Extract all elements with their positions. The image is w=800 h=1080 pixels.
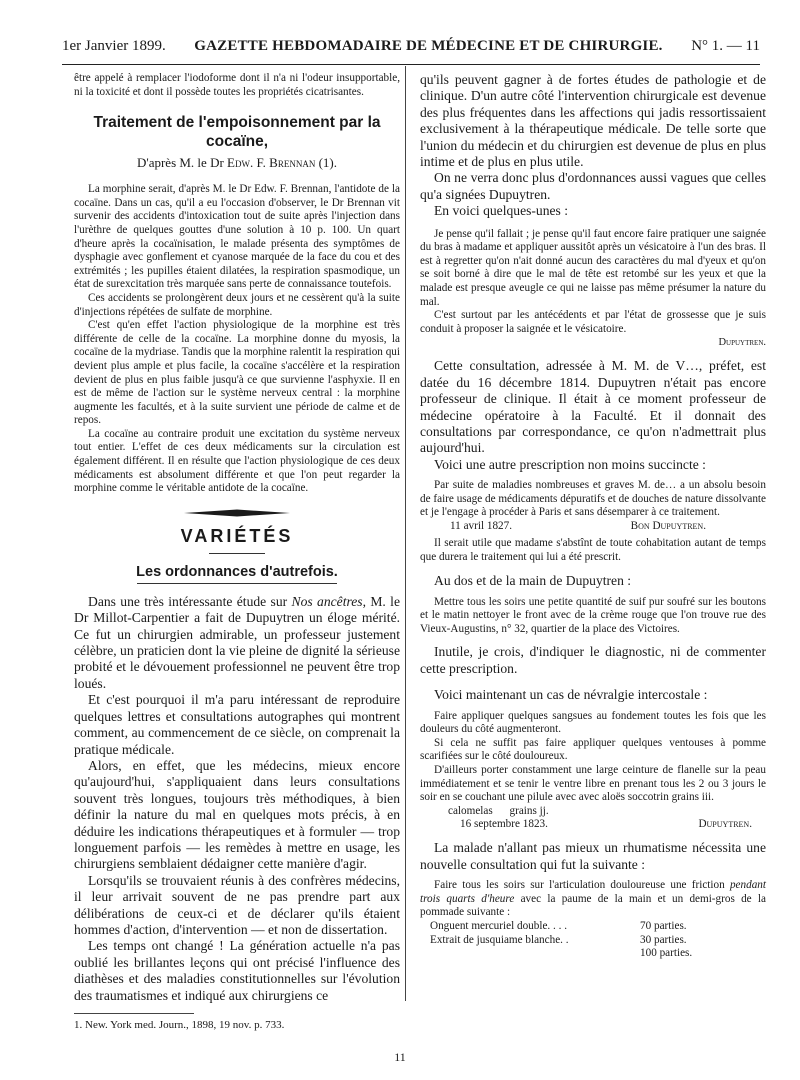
byline-note: (1). xyxy=(318,155,338,171)
prescription-quote: Si cela ne suffit pas faire appliquer quelques ventouses à pomme scarifiées sur le côté douloureux. xyxy=(420,736,766,763)
signature: Dupuytren. xyxy=(718,337,766,349)
body-paragraph: Au dos et de la main de Dupuytren : xyxy=(434,573,632,589)
section-rule xyxy=(209,553,265,554)
prescription-quote: D'ailleurs porter constamment une large ceinture de flanelle sur la peau immédiatement et se tenir le ventre libre en prenant tous les 2 ou 3 jours le soir en se couchant une pilule avec avec aloës soccotrin grains iii. xyxy=(420,764,766,804)
prescription-quote: Faire appliquer quelques sangsues au fondement toutes les fois que les douleurs du côté augmenteront. xyxy=(420,709,766,736)
recipe-ingredient xyxy=(420,947,640,961)
right-column xyxy=(420,72,766,961)
body-paragraph: En voici quelques-unes : xyxy=(434,203,569,219)
article-paragraph: La morphine serait, d'après M. le Dr Edw. F. Brennan, l'antidote de la cocaïne. Dans un cas, qu'il a eu l'occasion d'observer, le Dr Brennan vit survenir des accidents d'intoxication tout de suite après l'injection dans l'urèthre de quelques gouttes d'une solution à 10 p. 100. Un quart d'heure après la cocaïnisation, le malade présenta des symptômes de dysphagie avec gonflement et cyanose marquée de la face du cou et des extrémités ; les pupilles étaient dilatées, la respiration spasmodique, un état de surexcitation très marquée sans perte de connaissance toutefois. xyxy=(74,183,400,291)
subsection-heading: Les ordonnances d'autrefois. xyxy=(136,563,338,580)
recipe-ingredient: Onguent mercuriel double. . . . xyxy=(430,919,568,932)
prescription-quote: Mettre tous les soirs une petite quantité de suif pur soufré sur les boutons et le matin nettoyer le front avec de la crème rouge que l'on trouve rue des Vieux-Augustins, n° 32, quartier de la place des Victoires. xyxy=(420,595,766,635)
prescription-date: 16 septembre 1823. xyxy=(460,818,548,831)
recipe-quantity: 30 parties. xyxy=(640,933,687,946)
byline-name: Edw. F. Brennan xyxy=(227,155,316,171)
running-head xyxy=(62,38,760,62)
article-title: Traitement de l'empoisonnement par la cocaïne, xyxy=(93,114,381,151)
signature: Dupuytren. xyxy=(698,818,752,831)
header-date: 1er Janvier 1899. xyxy=(62,38,166,54)
section-heading: VARIÉTÉS xyxy=(180,525,294,546)
footnote: 1. New. York med. Journ., 1898, 19 nov. p. 733. xyxy=(74,1019,285,1031)
intro-paragraph: être appelé à remplacer l'iodoforme dont il n'a ni l'odeur insupportable, ni la toxicité et dont il possède toutes les propriétés cicatrisantes. xyxy=(74,72,400,98)
prescription-date-line xyxy=(420,818,766,830)
byline-pre: D'après M. le Dr xyxy=(136,155,224,171)
section-ornament xyxy=(182,508,292,518)
book-title: Nos ancêtres xyxy=(291,593,363,609)
subsection-rule xyxy=(137,583,337,584)
left-column xyxy=(74,72,400,1004)
quote-emphasis: pendant trois quarts d'heure xyxy=(420,879,766,905)
prescription-quote: calomelas grains jj. xyxy=(448,804,549,817)
body-paragraph: On ne verra donc plus d'ordonnances aussi vagues que celles qu'a signées Dupuytren. xyxy=(420,170,766,202)
body-paragraph: Cette consultation, adressée à M. M. de V…, préfet, est datée du 16 décembre 1814. Dupuytren n'était pas encore professeur de clinique. Il était à ce moment professeur de médecine opératoire à la Faculté. Et il donnait des consultations par correspondance, ce qu'on n'admettrait plus aujourd'hui. xyxy=(420,358,766,456)
article-byline xyxy=(74,155,400,171)
quote-text: avec la paume de la main et un demi-gros de la pommade suivante : xyxy=(420,892,766,919)
recipe-ingredient: Extrait de jusquiame blanche. . xyxy=(430,933,569,946)
prescription-date: 11 avril 1827. xyxy=(450,520,513,533)
header-rule xyxy=(62,64,760,65)
recipe-quantity: 100 parties. xyxy=(640,947,693,960)
prescription-quote xyxy=(420,879,766,920)
prescription-quote: Je pense qu'il fallait ; je pense qu'il faut encore faire pratiquer une saignée du bras à madame et appliquer aussitôt après un vésicatoire à l'un des bras. Il est à regretter qu'on n'ait donné aucun des caractères du mal d'yeux et qu'on se soit borné à dire que le mal de tête est retombé sur les yeux et que la malade est presque aveugle ce qui ne laisse pas même présumer la nature du mal. xyxy=(420,227,766,308)
page-number: 11 xyxy=(394,1050,406,1064)
body-paragraph: La malade n'allant pas mieux un rhumatisme nécessita une nouvelle consultation qui fut la suivante : xyxy=(420,840,766,872)
footnote-rule xyxy=(74,1013,194,1014)
recipe-line xyxy=(420,934,766,948)
body-paragraph: Voici une autre prescription non moins succincte : xyxy=(434,456,706,472)
prescription-date-line xyxy=(420,520,766,532)
column-divider xyxy=(405,66,406,1001)
recipe-quantity: 70 parties. xyxy=(640,919,687,932)
body-paragraph xyxy=(74,594,400,692)
recipe-line xyxy=(420,920,766,934)
prescription-quote: C'est surtout par les antécédents et par l'état de grossesse que je suis conduit à proposer la saignée et le vésicatoire. xyxy=(420,309,766,335)
prescription-quote: Il serait utile que madame s'abstînt de toute cohabitation autant de temps que durera le traitement qui lui a été prescrit. xyxy=(420,537,766,563)
article-paragraph: C'est qu'en effet l'action physiologique de la morphine est très différente de celle de la cocaïne. La morphine donne du myosis, la cocaïne de la mydriase. Tandis que la morphine ralentit la respiration qui devient plus ample et plus facile, la cocaïne s'accélère et la respiration devient de plus en plus faible jusqu'à ce que survienne l'asphyxie. Il en est de même de l'action sur le système nerveux central : la morphine augmente les facultés, et à la suite survient une période de calme et de repos. xyxy=(74,319,400,427)
quote-text: Faire tous les soirs sur l'articulation douloureuse une friction xyxy=(434,879,725,892)
body-text: , M. le Dr Millot-Carpentier a fait de Dupuytren un éloge mérité. Ce fut un chirurgien admirable, un professeur justement célèbre, un praticien dont la vie pleine de dignité la sérieuse probité et le dévouement professionnel ne peuvent être trop loués. xyxy=(74,593,400,691)
body-paragraph: Lorsqu'ils se trouvaient réunis à des confrères médecins, il leur arrivait souvent de ne pas prendre part aux délibérations de ceux-ci et de déclarer qu'ils étaient hommes d'action, d'intervention — et non de dissertation. xyxy=(74,872,400,937)
body-text: Dans une très intéressante étude sur xyxy=(88,593,288,609)
header-title: GAZETTE HEBDOMADAIRE DE MÉDECINE ET DE CHIRURGIE. xyxy=(194,38,663,54)
body-paragraph: Voici maintenant un cas de névralgie intercostale : xyxy=(434,687,708,703)
body-paragraph: Les temps ont changé ! La génération actuelle n'a pas oublié les brillantes leçons qui ont précisé l'influence des diathèses et des maladies constitutionnelles sur l'évolution des traumatismes et indiqué aux chirurgiens ce xyxy=(74,938,400,1003)
body-paragraph: Inutile, je crois, d'indiquer le diagnostic, ni de commenter cette prescription. xyxy=(420,644,766,676)
prescription-quote: Par suite de maladies nombreuses et graves M. de… a un absolu besoin de faire usage de médicaments dépuratifs et de douches de nature dissolvante et je l'engage à procéder à Paris et sans désemparer à ce traitement. xyxy=(420,479,766,519)
header-issue: N° 1. — 11 xyxy=(691,38,760,54)
body-paragraph: Alors, en effet, que les médecins, mieux encore qu'aujourd'hui, s'appliquaient dans leurs consultations souvent très longues, toujours très méthodiques, à bien définir la nature du mal en quelques mots précis, à en déduire les indications thérapeutiques et à formuler — trop longuement parfois — les remèdes à mettre en usage, les chirurgiens semblaient dédaigner cette manière d'agir. xyxy=(74,757,400,872)
body-paragraph: qu'ils peuvent gagner à de fortes études de pathologie et de clinique. D'un autre côté l'intervention chirurgicale est devenue des plus fréquentes dans les affections qui jadis ressortissaient exclusivement à la thérapeutique médicale. De telle sorte que l'union du médecin et du chirurgien est devenue de plus en plus intime et de plus en plus utile. xyxy=(420,72,766,170)
article-paragraph: La cocaïne au contraire produit une excitation du système nerveux tout entier. L'effet de ces deux médicaments sur la circulation est également différent. Il en résulte que l'action physiologique de ces deux médicaments est absolument différente et que l'on peut regarder la morphine comme le véritable antidote de la cocaïne. xyxy=(74,427,400,495)
signature: Bon Dupuytren. xyxy=(630,520,706,533)
article-paragraph: Ces accidents se prolongèrent deux jours et ne cessèrent qu'à la suite d'injections répétées de sulfate de morphine. xyxy=(74,291,400,318)
body-paragraph: Et c'est pourquoi il m'a paru intéressant de reproduire quelques lettres et consultations autographes qui montrent comment, au commencement de ce siècle, on comprenait la pratique médicale. xyxy=(74,692,400,757)
recipe-line xyxy=(420,947,766,961)
